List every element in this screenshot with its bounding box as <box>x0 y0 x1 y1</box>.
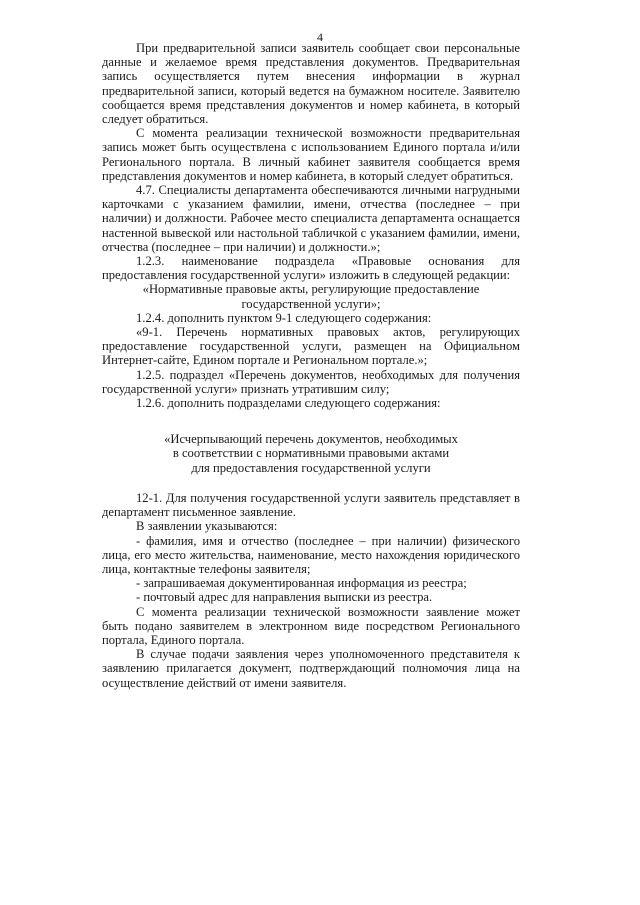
paragraph: В заявлении указываются: <box>136 519 278 534</box>
paragraph: При предварительной записи заявитель сообщает свои персональные данные и желаемое время представления документов. Предварительная запись осуществляется путем внесения информации в журнал предварительной записи, который ведется на бумажном носителе. Заявителю сообщается время представления документов и номер кабинета, в который следует обратиться. <box>102 41 520 127</box>
section-heading-line: «Исчерпывающий перечень документов, необходимых <box>164 432 458 447</box>
list-item: - запрашиваемая документированная информация из реестра; <box>136 576 467 591</box>
paragraph: С момента реализации технической возможности заявление может быть подано заявителем в электронном виде посредством Регионального портала, Единого портала. <box>102 604 520 647</box>
section-heading-line: в соответствии с нормативными правовыми актами <box>172 446 450 461</box>
paragraph: 12-1. Для получения государственной услуги заявитель представляет в департамент письменное заявление. <box>102 490 520 520</box>
paragraph: С момента реализации технической возможности предварительная запись может быть осуществлена с использованием Единого портала и/или Регионального портала. В личный кабинет заявителя сообщается время представления документов и номер кабинета, в который следует обратиться. <box>102 126 520 183</box>
paragraph: «9-1. Перечень нормативных правовых актов, регулирующих предоставление государственной услуги, размещен на Официальном Интернет-сайте, Едином портале и Региональном портале.»; <box>102 325 520 368</box>
paragraph: 1.2.5. подраздел «Перечень документов, необходимых для получения государственной услуги» признать утратившим силу; <box>102 367 520 396</box>
paragraph: 1.2.6. дополнить подразделами следующего содержания: <box>136 396 441 411</box>
page-number: 4 <box>317 30 323 44</box>
paragraph: 1.2.4. дополнить пунктом 9-1 следующего содержания: <box>136 310 432 325</box>
document-body <box>102 41 520 690</box>
paragraph: В случае подачи заявления через уполномоченного представителя к заявлению прилагается документ, подтверждающий полномочия лица на осуществление действий от имени заявителя. <box>102 647 520 690</box>
list-item: - почтовый адрес для направления выписки из реестра. <box>136 590 433 605</box>
centered-title-line: государственной услуги»; <box>241 296 381 311</box>
paragraph: 4.7. Специалисты департамента обеспечиваются личными нагрудными карточками с указанием фамилии, имени, отчества (последнее – при наличии) и должности. Рабочее место специалиста департамента оснащается настенной вывеской или настольной табличкой с указанием фамилии, имени, отчества (последнее – при наличии) и должности.»; <box>102 183 520 254</box>
list-item: - фамилия, имя и отчество (последнее – при наличии) физического лица, его место жительства, наименование, место нахождения юридического лица, контактные телефоны заявителя; <box>102 533 520 576</box>
centered-title-line: «Нормативные правовые акты, регулирующие предоставление <box>142 282 480 297</box>
section-heading-line: для предоставления государственной услуги <box>191 460 431 475</box>
paragraph: 1.2.3. наименование подраздела «Правовые основания для предоставления государственной услуги» изложить в следующей редакции: <box>102 254 520 283</box>
